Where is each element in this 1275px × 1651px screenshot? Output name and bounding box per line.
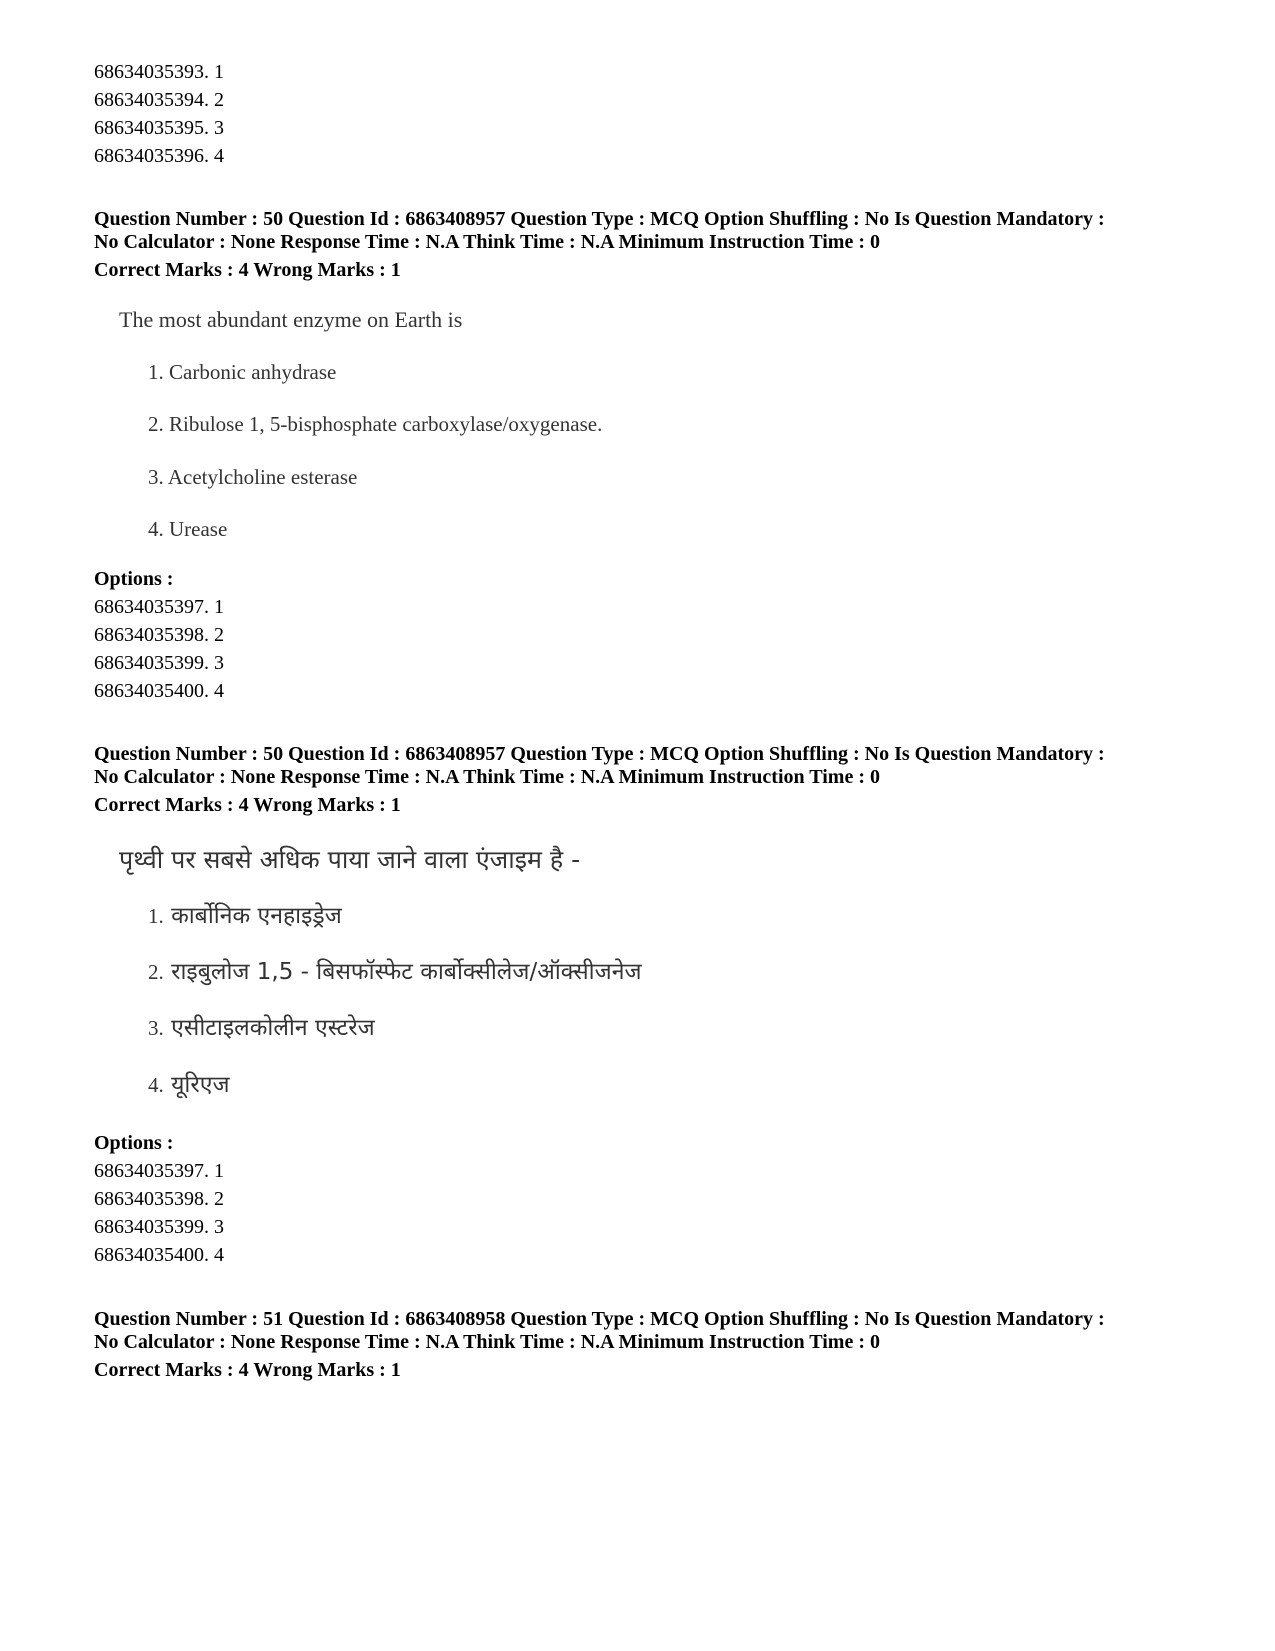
- choice-text: यूरिएज: [171, 1072, 230, 1098]
- option-line: 68634035399. 3: [94, 1216, 224, 1238]
- question-marks: Correct Marks : 4 Wrong Marks : 1: [94, 259, 401, 281]
- options-label: Options :: [94, 1132, 174, 1154]
- answer-choice: [148, 1068, 230, 1102]
- answer-choice: 3. Acetylcholine esterase: [148, 465, 358, 489]
- choice-text: कार्बोनिक एनहाइड्रेज: [171, 903, 342, 929]
- question-meta-line-1: Question Number : 50 Question Id : 6863408957 Question Type : MCQ Option Shuffling : No Is Question Mandatory :: [94, 208, 1105, 230]
- question-marks: Correct Marks : 4 Wrong Marks : 1: [94, 1359, 401, 1381]
- option-line: 68634035396. 4: [94, 145, 224, 167]
- question-meta-line-2: No Calculator : None Response Time : N.A Think Time : N.A Minimum Instruction Time : 0: [94, 231, 880, 253]
- question-marks: Correct Marks : 4 Wrong Marks : 1: [94, 794, 401, 816]
- question-text: The most abundant enzyme on Earth is: [119, 307, 463, 332]
- option-line: 68634035395. 3: [94, 117, 224, 139]
- answer-choice: 1. Carbonic anhydrase: [148, 360, 337, 384]
- choice-text: राइबुलोज 1,5 - बिसफॉस्फेट कार्बोक्सीलेज/ऑक्सीजनेज: [171, 959, 642, 985]
- question-meta-line-2: No Calculator : None Response Time : N.A Think Time : N.A Minimum Instruction Time : 0: [94, 766, 880, 788]
- option-line: 68634035398. 2: [94, 624, 224, 646]
- choice-number: 3.: [148, 1016, 164, 1040]
- choice-number: 2.: [148, 960, 164, 984]
- question-meta-line-1: Question Number : 51 Question Id : 6863408958 Question Type : MCQ Option Shuffling : No Is Question Mandatory :: [94, 1308, 1105, 1330]
- option-line: 68634035397. 1: [94, 1160, 224, 1182]
- option-line: 68634035400. 4: [94, 680, 224, 702]
- option-line: 68634035399. 3: [94, 652, 224, 674]
- answer-choice: [148, 955, 642, 989]
- answer-choice: [148, 899, 342, 933]
- question-meta-line-1: Question Number : 50 Question Id : 6863408957 Question Type : MCQ Option Shuffling : No Is Question Mandatory :: [94, 743, 1105, 765]
- question-text: पृथ्वी पर सबसे अधिक पाया जाने वाला एंजाइम है -: [119, 845, 581, 874]
- answer-choice: 4. Urease: [148, 517, 228, 541]
- option-line: 68634035400. 4: [94, 1244, 224, 1266]
- choice-text: एसीटाइलकोलीन एस्टरेज: [171, 1015, 375, 1041]
- option-line: 68634035393. 1: [94, 61, 224, 83]
- choice-number: 1.: [148, 904, 164, 928]
- option-line: 68634035394. 2: [94, 89, 224, 111]
- option-line: 68634035398. 2: [94, 1188, 224, 1210]
- options-label: Options :: [94, 568, 174, 590]
- choice-number: 4.: [148, 1073, 164, 1097]
- question-meta-line-2: No Calculator : None Response Time : N.A Think Time : N.A Minimum Instruction Time : 0: [94, 1331, 880, 1353]
- answer-choice: 2. Ribulose 1, 5-bisphosphate carboxylase/oxygenase.: [148, 412, 603, 436]
- option-line: 68634035397. 1: [94, 596, 224, 618]
- answer-choice: [148, 1011, 375, 1045]
